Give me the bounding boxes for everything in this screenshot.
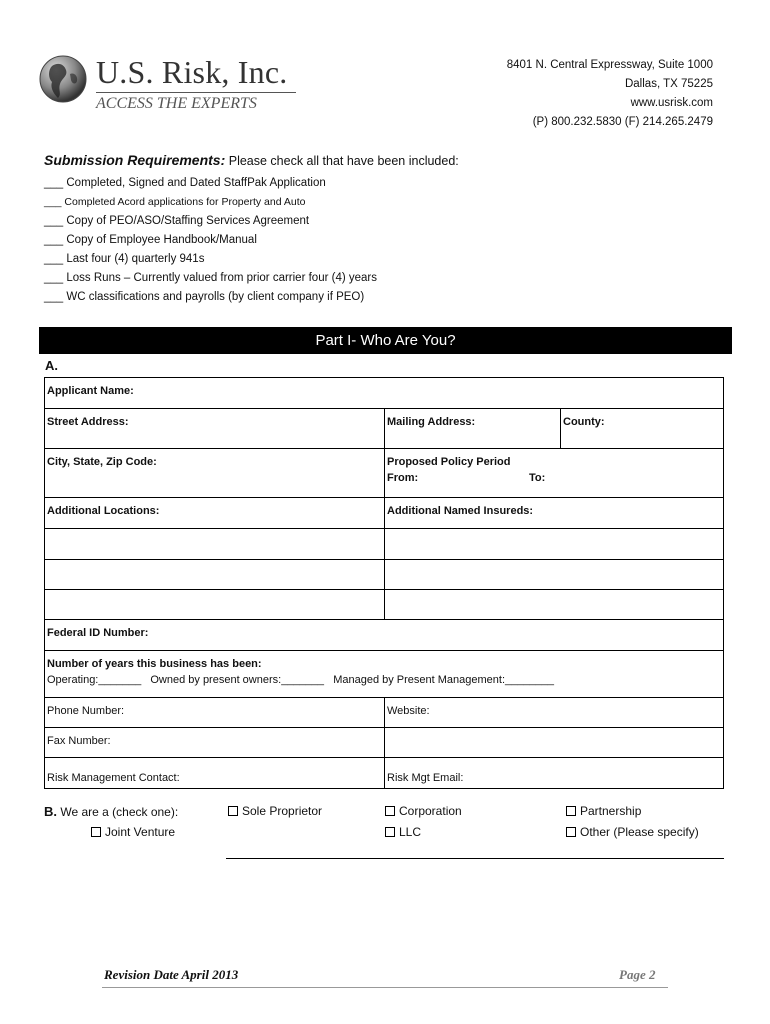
other-specify-line[interactable] <box>226 858 724 859</box>
checkbox-icon[interactable] <box>385 806 395 816</box>
option-label: LLC <box>399 825 422 839</box>
blank-insured-cell[interactable] <box>385 560 723 589</box>
option-llc[interactable] <box>385 825 421 839</box>
fax-field[interactable]: Fax Number: <box>45 728 385 757</box>
blank-location-cell[interactable] <box>45 560 385 589</box>
address-line: 8401 N. Central Expressway, Suite 1000 <box>506 59 713 71</box>
option-sole-proprietor[interactable] <box>228 804 322 818</box>
from-label: From: <box>387 472 419 484</box>
blank-insured-cell[interactable] <box>385 529 723 559</box>
additional-insureds-field[interactable]: Additional Named Insureds: <box>387 505 534 517</box>
globe-icon <box>38 54 88 104</box>
requirement-item[interactable]: ___ Loss Runs – Currently valued from prior carrier four (4) years <box>44 272 377 284</box>
policy-period-field[interactable] <box>385 449 723 497</box>
page-number: Page 2 <box>619 967 656 982</box>
blank-cell[interactable] <box>385 728 723 757</box>
row-federal-id <box>45 620 723 651</box>
submission-requirements <box>44 152 724 307</box>
option-label: Joint Venture <box>105 825 176 839</box>
company-logo <box>38 52 308 122</box>
logo-divider <box>96 92 296 93</box>
company-address <box>507 56 713 132</box>
blank-location-cell[interactable] <box>45 529 385 559</box>
checkbox-icon[interactable] <box>566 806 576 816</box>
federal-id-field[interactable]: Federal ID Number: <box>47 627 149 639</box>
applicant-name-field[interactable]: Applicant Name: <box>47 385 134 397</box>
policy-period-dates <box>387 472 721 484</box>
requirement-item[interactable]: ___ Copy of Employee Handbook/Manual <box>44 234 257 246</box>
county-field[interactable]: County: <box>563 416 605 428</box>
street-address-field[interactable]: Street Address: <box>45 409 385 448</box>
section-b-label: B. <box>44 804 57 819</box>
city-state-zip-field[interactable]: City, State, Zip Code: <box>45 449 385 497</box>
checkbox-icon[interactable] <box>566 827 576 837</box>
row-blank <box>45 529 723 560</box>
requirement-item[interactable]: ___ Completed Acord applications for Property and Auto <box>44 196 306 208</box>
row-applicant-name <box>45 378 723 409</box>
company-name: U.S. Risk, Inc. <box>96 54 288 90</box>
row-fax <box>45 728 723 758</box>
part1-banner: Part I- Who Are You? <box>39 327 732 354</box>
years-in-business-field[interactable] <box>45 651 723 697</box>
blank-insured-cell[interactable] <box>385 590 723 619</box>
additional-locations-field[interactable]: Additional Locations: <box>45 498 385 528</box>
policy-period-label: Proposed Policy Period <box>387 456 511 468</box>
risk-contact-field[interactable]: Risk Management Contact: <box>45 758 385 788</box>
requirement-item[interactable]: ___ Completed, Signed and Dated StaffPak Application <box>44 177 326 189</box>
row-blank <box>45 560 723 590</box>
option-partnership[interactable] <box>566 804 641 818</box>
address-city: Dallas, TX 75225 <box>624 78 713 90</box>
years-heading: Number of years this business has been: <box>47 658 262 670</box>
blank-location-cell[interactable] <box>45 590 385 619</box>
footer-divider <box>102 987 668 988</box>
company-tagline: ACCESS THE EXPERTS <box>96 95 257 112</box>
requirement-item[interactable]: ___ Copy of PEO/ASO/Staffing Services Agreement <box>44 215 310 227</box>
checkbox-icon[interactable] <box>91 827 101 837</box>
years-inputs[interactable]: Operating:_______ Owned by present owners:_______ Managed by Present Management:________ <box>47 674 554 686</box>
section-a-label: A. <box>45 358 58 373</box>
requirements-title: Submission Requirements: <box>44 152 226 168</box>
option-label: Partnership <box>580 804 642 818</box>
row-years <box>45 651 723 698</box>
option-label: Sole Proprietor <box>242 804 323 818</box>
option-label: Other (Please specify) <box>580 825 699 839</box>
row-blank <box>45 590 723 620</box>
requirements-instruction: Please check all that have been included: <box>225 154 459 168</box>
mailing-address-field[interactable]: Mailing Address: <box>385 409 561 448</box>
phone-field[interactable]: Phone Number: <box>45 698 385 727</box>
option-joint-venture[interactable] <box>91 825 175 839</box>
option-corporation[interactable] <box>385 804 462 818</box>
row-risk <box>45 758 723 788</box>
requirement-item[interactable]: ___ Last four (4) quarterly 941s <box>44 253 205 265</box>
section-b <box>44 804 724 848</box>
row-city-policy <box>45 449 723 498</box>
section-b-prompt <box>44 804 178 819</box>
address-website: www.usrisk.com <box>630 97 713 109</box>
revision-date: Revision Date April 2013 <box>104 967 239 982</box>
section-b-question: We are a (check one): <box>60 805 179 819</box>
risk-email-field[interactable]: Risk Mgt Email: <box>387 772 464 784</box>
checkbox-icon[interactable] <box>228 806 238 816</box>
option-other[interactable] <box>566 825 699 839</box>
address-phone: (P) 800.232.5830 (F) 214.265.2479 <box>532 116 713 128</box>
website-field[interactable]: Website: <box>387 705 430 717</box>
to-label: To: <box>529 472 546 484</box>
row-address <box>45 409 723 449</box>
requirement-item[interactable]: ___ WC classifications and payrolls (by client company if PEO) <box>44 291 365 303</box>
option-label: Corporation <box>399 804 462 818</box>
applicant-form <box>44 377 724 789</box>
row-additional <box>45 498 723 529</box>
checkbox-icon[interactable] <box>385 827 395 837</box>
row-phone <box>45 698 723 728</box>
requirements-heading <box>44 152 724 168</box>
